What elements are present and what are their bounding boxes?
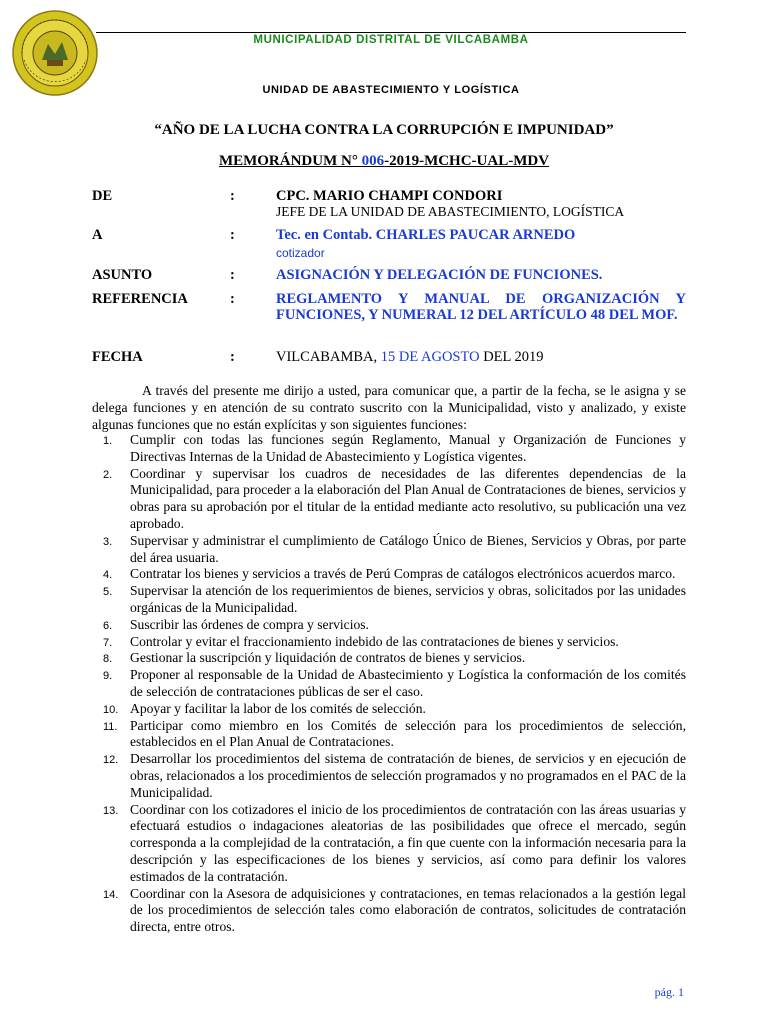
field-referencia-colon: : [230,291,235,307]
list-item [92,432,686,466]
field-a-name: Tec. en Contab. CHARLES PAUCAR ARNEDO [276,227,576,243]
list-item [92,566,686,583]
item-number: 1. [103,435,113,447]
item-number: 11. [103,720,118,733]
item-number: 12. [103,754,119,767]
item-number: 2. [103,468,113,481]
item-text: Desarrollar los procedimientos del sistema de contratación de bienes, de servicios y en ejecución de obras, relacionados a los procedimientos de selección programados y no programados en el PAC de la Municipalidad. [130,751,686,800]
field-fecha-label: FECHA [92,349,143,365]
item-text: Proponer al responsable de la Unidad de Abastecimiento y Logística la conformación de los comités de selección de contrataciones públicas de ser el caso. [130,667,686,699]
item-text: Gestionar la suscripción y liquidación de contratos de bienes y servicios. [130,650,526,666]
field-de-role: JEFE DE LA UNIDAD DE ABASTECIMIENTO, LOGÍSTICA [276,204,625,219]
item-text: Contratar los bienes y servicios a través de Perú Compras de catálogos electrónicos acuerdos marco. [130,566,676,582]
list-item [92,667,686,701]
field-de-colon: : [230,188,235,204]
memo-number: 006 [361,153,385,169]
item-text: Coordinar con los cotizadores el inicio de los procedimientos de contratación con las áreas usuarias y efectuará estudios o indagaciones aleatorias de las posibilidades que ofrece el mercado, según corresponda a la complejidad de la contratación, a fin que cuente con la información necesaria para la descripción y las especificaciones de los bienes y servicios, así como para definir los valores estimados de la contratación. [130,801,686,884]
item-text: Suscribir las órdenes de compra y servicios. [130,616,369,632]
list-item [92,583,686,617]
item-number: 10. [103,703,119,716]
municipality-name: MUNICIPALIDAD DISTRITAL DE VILCABAMBA [253,34,529,46]
memo-title [0,153,768,170]
header-rule [96,32,686,33]
field-de-name: CPC. MARIO CHAMPI CONDORI [276,188,503,204]
item-number: 3. [103,535,113,548]
field-de-label: DE [92,188,113,204]
field-asunto-value: ASIGNACIÓN Y DELEGACIÓN DE FUNCIONES. [276,267,603,283]
field-a-colon: : [230,227,235,243]
item-number: 8. [103,653,113,666]
field-fecha-value [276,349,686,365]
list-item [92,802,686,886]
list-item [92,886,686,936]
item-number: 13. [103,804,119,817]
list-item [92,650,686,667]
fecha-year: DEL 2019 [479,349,544,365]
item-number: 14. [103,888,119,901]
list-item [92,533,686,567]
memo-suffix: -2019-MCHC-UAL-MDV [384,153,550,169]
field-asunto-colon: : [230,267,235,283]
field-referencia-label: REFERENCIA [92,291,188,307]
item-text: Supervisar y administrar el cumplimiento de Catálogo Único de Bienes, Servicios y Obras, por parte del área usuaria. [130,532,686,565]
intro-paragraph: A través del presente me dirijo a usted, para comunicar que, a partir de la fecha, se le asigna y se delega funciones y en atención de su contrato suscrito con la Municipalidad, visto y analizado, y existe algunas funciones que no están explícitas y son siguientes funciones: [92,383,686,432]
functions-list [92,432,686,936]
list-item [92,466,686,533]
item-number: 7. [103,636,113,649]
field-referencia-value: REGLAMENTO Y MANUAL DE ORGANIZACIÓN Y FUNCIONES, Y NUMERAL 12 DEL ARTÍCULO 48 DEL MOF. [276,291,686,323]
item-number: 6. [103,619,113,632]
unit-name: UNIDAD DE ABASTECIMIENTO Y LOGÍSTICA [262,84,520,96]
list-item [92,634,686,651]
field-a-role: cotizador [276,246,325,260]
item-text: Coordinar y supervisar los cuadros de necesidades de las diferentes dependencias de la Municipalidad, para proceder a la elaboración del Plan Anual de Contrataciones de bienes, servicios y obras para su aprobación por el titular de la entidad mediante acto resolutivo, su publicación una vez aprobado. [130,465,686,531]
item-number: 5. [103,586,113,599]
list-item [92,701,686,718]
item-text: Participar como miembro en los Comités de selección para los procedimientos de selección, establecidos en el Plan Anual de Contrataciones. [130,717,686,750]
item-text: Cumplir con todas las funciones según Reglamento, Manual y Organización de Funciones y Directivas Internas de la Unidad de Abastecimiento y Logística vigentes. [130,432,686,464]
page-number: pág. 1 [654,985,684,999]
field-fecha-colon: : [230,349,235,365]
item-text: Controlar y evitar el fraccionamiento indebido de las contrataciones de bienes y servicios. [130,633,619,649]
item-number: 9. [103,670,113,683]
item-number: 4. [103,569,113,582]
memo-prefix: MEMORÁNDUM N° [218,153,362,169]
list-item [92,718,686,752]
item-text: Supervisar la atención de los requerimientos de bienes, servicios y obras, solicitados por las unidades orgánicas de la Municipalidad. [130,583,686,615]
item-text: Coordinar con la Asesora de adquisiciones y contrataciones, en temas relacionados a la gestión legal de los procedimientos de selección tales como elaboración de contratos, solicitudes de contratación directa, entre otros. [130,885,686,935]
list-item [92,617,686,634]
year-slogan: “AÑO DE LA LUCHA CONTRA LA CORRUPCIÓN E IMPUNIDAD” [154,122,614,138]
fecha-date: 15 DE AGOSTO [380,349,480,365]
municipal-seal-icon [12,10,98,96]
item-text: Apoyar y facilitar la labor de los comités de selección. [130,700,426,716]
field-a-label: A [92,227,103,243]
field-asunto-label: ASUNTO [92,267,153,283]
fecha-place: VILCABAMBA, [276,349,381,365]
list-item [92,751,686,801]
